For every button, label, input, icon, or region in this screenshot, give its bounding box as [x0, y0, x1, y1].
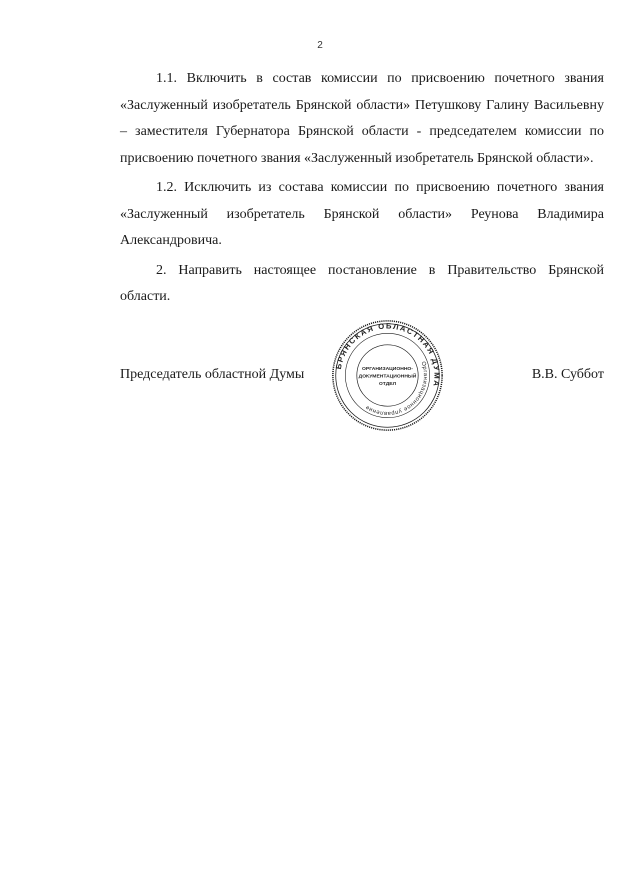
stamp-center-line-3: ОТДЕЛ: [378, 381, 397, 388]
paragraph-2: 2. Направить настоящее постановление в Правительство Брянской области.: [120, 262, 604, 304]
signatory-position: Председатель областной Думы: [120, 367, 305, 382]
document-body: [120, 66, 604, 314]
stamp-inner-text: Организационное управление: [364, 360, 428, 416]
paragraph-1-2: 1.2. Исключить из состава комиссии по присвоению почетного звания «Заслуженный изобретатель Брянской области» Реунова Владимира Александровича.: [120, 180, 604, 248]
stamp-center-line-1: ОРГАНИЗАЦИОННО-: [362, 365, 413, 372]
stamp-outer-text: БРЯНСКАЯ ОБЛАСТНАЯ ДУМА: [333, 321, 442, 389]
stamp-center-line-2: ДОКУМЕНТАЦИОННЫЙ: [358, 373, 417, 380]
paragraph-1-1: 1.1. Включить в состав комиссии по присвоению почетного звания «Заслуженный изобретатель Брянской области» Петушкову Галину Васильевну – заместителя Губернатора Брянской области - председателем комиссии по присвоению почетного звания «Заслуженный изобретатель Брянской области».: [120, 71, 604, 166]
signatory-name: В.В. Суббот: [531, 367, 604, 382]
page-number: 2: [317, 40, 323, 51]
official-stamp: [330, 318, 445, 433]
